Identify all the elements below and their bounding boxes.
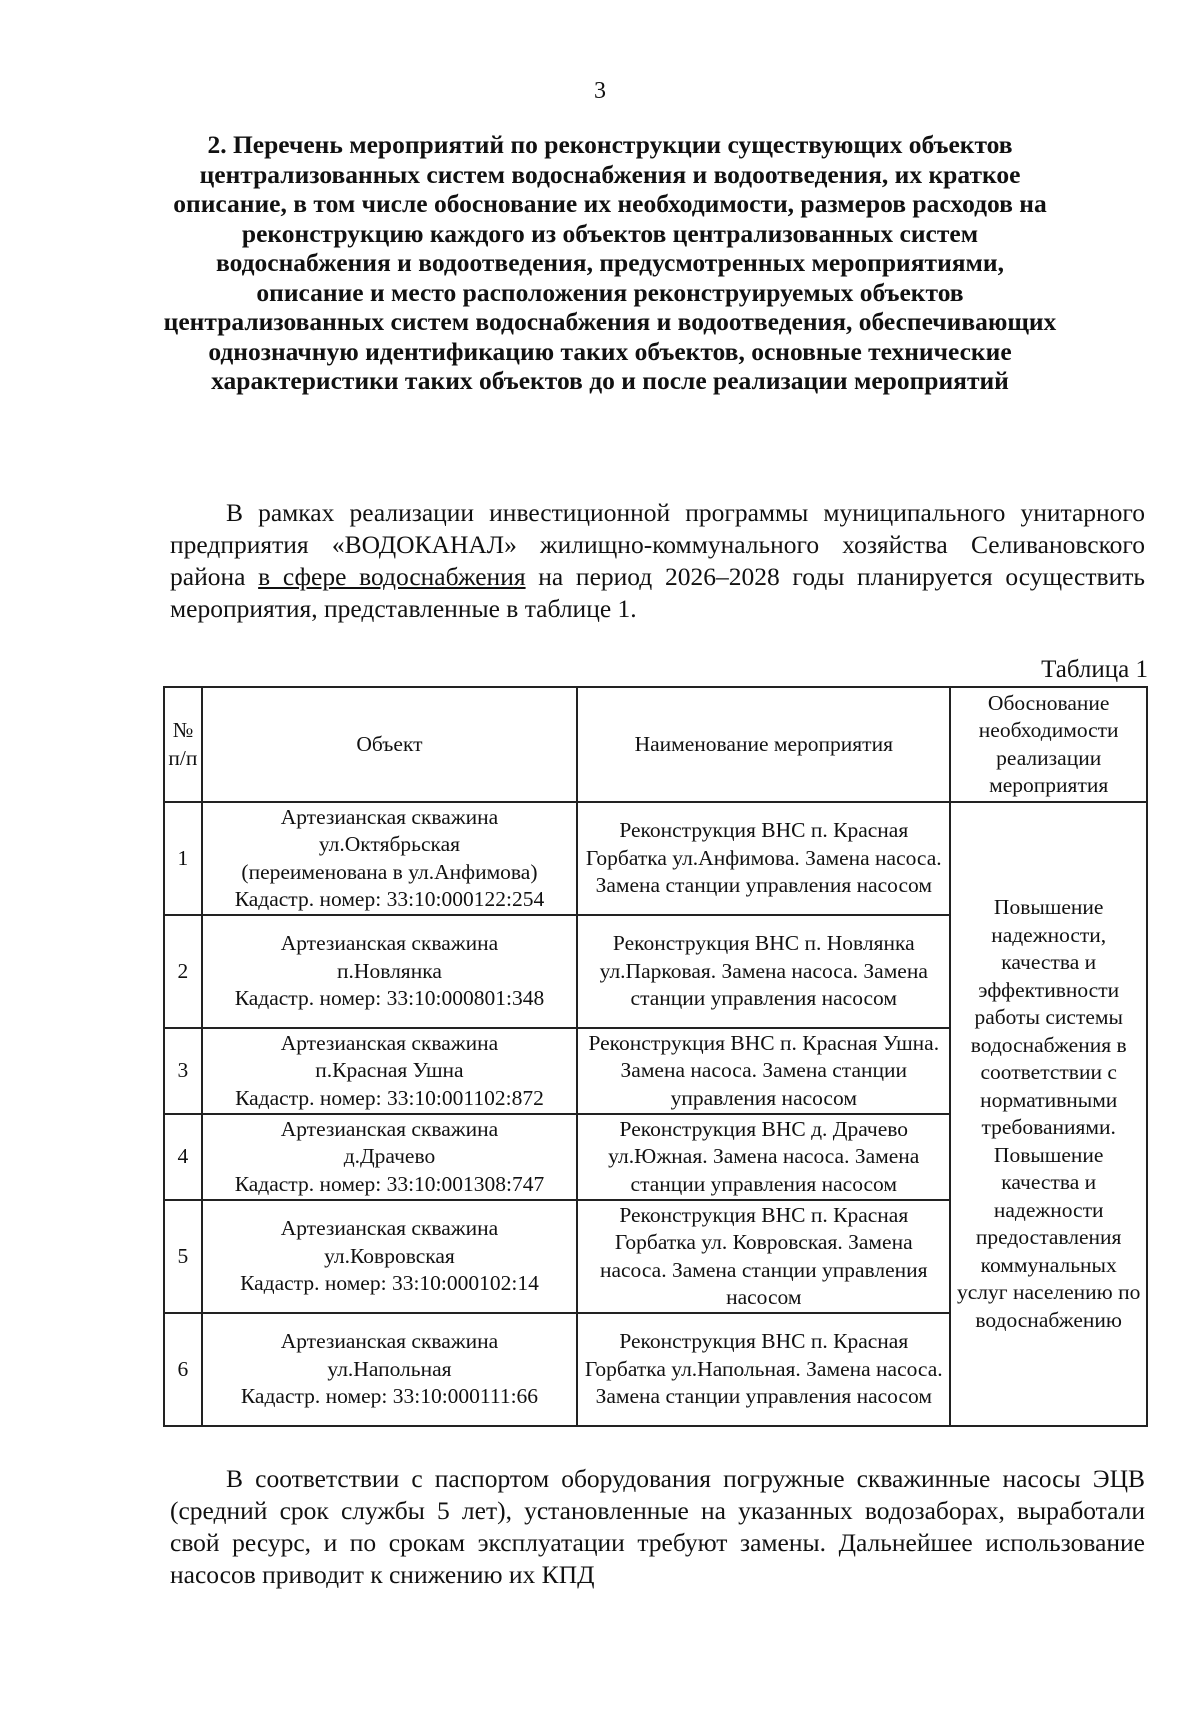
object-line: Артезианская скважина [280, 1216, 499, 1241]
measure-cell: Реконструкция ВНС п. Красная Ушна. Замена насоса. Замена станции управления насосом [577, 1028, 950, 1114]
object-line: Артезианская скважина [280, 1030, 499, 1055]
table-header-row [164, 687, 1147, 802]
header-num: № п/п [164, 687, 202, 802]
table-row [164, 802, 1147, 915]
row-number-cell: 3 [164, 1028, 202, 1114]
object-line: д.Драчево [343, 1144, 436, 1169]
object-line: Кадастр. номер: 33:10:000122:254 [234, 887, 545, 911]
object-cell [202, 1313, 577, 1426]
object-cell [202, 1114, 577, 1200]
object-line: (переименована в ул.Анфимова) [241, 859, 538, 884]
section-heading: 2. Перечень мероприятий по реконструкции существующих объектов централизованных систем водоснабжения и водоотведения, их краткое описание, в том числе обоснование их необходимости, размеров расходов на реконструкцию каждого из объектов централизованных систем водоснабжения и водоотведения, предусмотренных мероприятиями, описание и место расположения реконструируемых объектов централизованных систем водоснабжения и водоотведения, обеспечивающих однозначную идентификацию таких объектов, основные технические характеристики таких объектов до и после реализации мероприятий [163, 130, 1057, 395]
object-line: ул.Ковровская [324, 1243, 455, 1268]
table-body [164, 802, 1147, 1426]
object-line: п.Новлянка [337, 958, 442, 983]
justification-cell: Повышение надежности, качества и эффективности работы системы водоснабжения в соответствии с нормативными требованиями. Повышение качества и надежности предоставления коммунальных услуг населению по водоснабжению [950, 802, 1147, 1426]
object-cell [202, 915, 577, 1028]
measure-cell: Реконструкция ВНС п. Красная Горбатка ул.Напольная. Замена насоса. Замена станции управления насосом [577, 1313, 950, 1426]
intro-text-before: В рамках реализации инвестиционной программы муниципального унитарного предприятия «ВОДОКАНАЛ» жилищно-коммунального хозяйства Селивановского района [170, 498, 1145, 591]
object-line: Артезианская скважина [280, 804, 499, 829]
header-object: Объект [202, 687, 577, 802]
intro-paragraph [170, 497, 1145, 625]
table-caption: Таблица 1 [1041, 656, 1148, 683]
object-cell [202, 802, 577, 915]
row-number-cell: 5 [164, 1200, 202, 1313]
page-number: 3 [594, 78, 606, 104]
object-line: п.Красная Ушна [315, 1058, 464, 1083]
object-line: ул.Напольная [327, 1356, 452, 1381]
object-line: ул.Октябрьская [318, 832, 461, 856]
object-cell [202, 1028, 577, 1114]
measure-cell: Реконструкция ВНС п. Красная Горбатка ул. Ковровская. Замена насоса. Замена станции управления насосом [577, 1200, 950, 1313]
header-justification: Обоснование необходимости реализации мероприятия [950, 687, 1147, 802]
header-measure: Наименование мероприятия [577, 687, 950, 802]
intro-text-after: на период 2026–2028 годы планируется осуществить мероприятия, представленные в таблице 1. [170, 562, 1145, 623]
object-line: Артезианская скважина [280, 1116, 499, 1141]
measure-cell: Реконструкция ВНС п. Новлянка ул.Парковая. Замена насоса. Замена станции управления насосом [577, 915, 950, 1028]
row-number-cell: 6 [164, 1313, 202, 1426]
row-number-cell: 4 [164, 1114, 202, 1200]
object-line: Кадастр. номер: 33:10:000801:348 [234, 986, 545, 1011]
object-line: Кадастр. номер: 33:10:001102:872 [235, 1085, 544, 1110]
object-line: Кадастр. номер: 33:10:001308:747 [234, 1171, 545, 1196]
object-line: Кадастр. номер: 33:10:000102:14 [240, 1271, 539, 1296]
row-number-cell: 1 [164, 802, 202, 915]
object-line: Артезианская скважина [280, 1329, 499, 1354]
closing-text: В соответствии с паспортом оборудования погружные скважинные насосы ЭЦВ (средний срок службы 5 лет), установленные на указанных водозаборах, выработали свой ресурс, и по срокам эксплуатации требуют замены. Дальнейшее использование насосов приводит к снижению их КПД [170, 1464, 1145, 1589]
intro-underlined-text: в сфере водоснабжения [258, 562, 526, 591]
row-number-cell: 2 [164, 915, 202, 1028]
object-line: Кадастр. номер: 33:10:000111:66 [240, 1384, 539, 1409]
object-line: Артезианская скважина [280, 931, 499, 956]
measure-cell: Реконструкция ВНС д. Драчево ул.Южная. Замена насоса. Замена станции управления насосом [577, 1114, 950, 1200]
object-cell [202, 1200, 577, 1313]
measure-cell: Реконструкция ВНС п. Красная Горбатка ул.Анфимова. Замена насоса. Замена станции управления насосом [577, 802, 950, 915]
closing-paragraph [170, 1463, 1145, 1591]
measures-table [163, 686, 1148, 1427]
